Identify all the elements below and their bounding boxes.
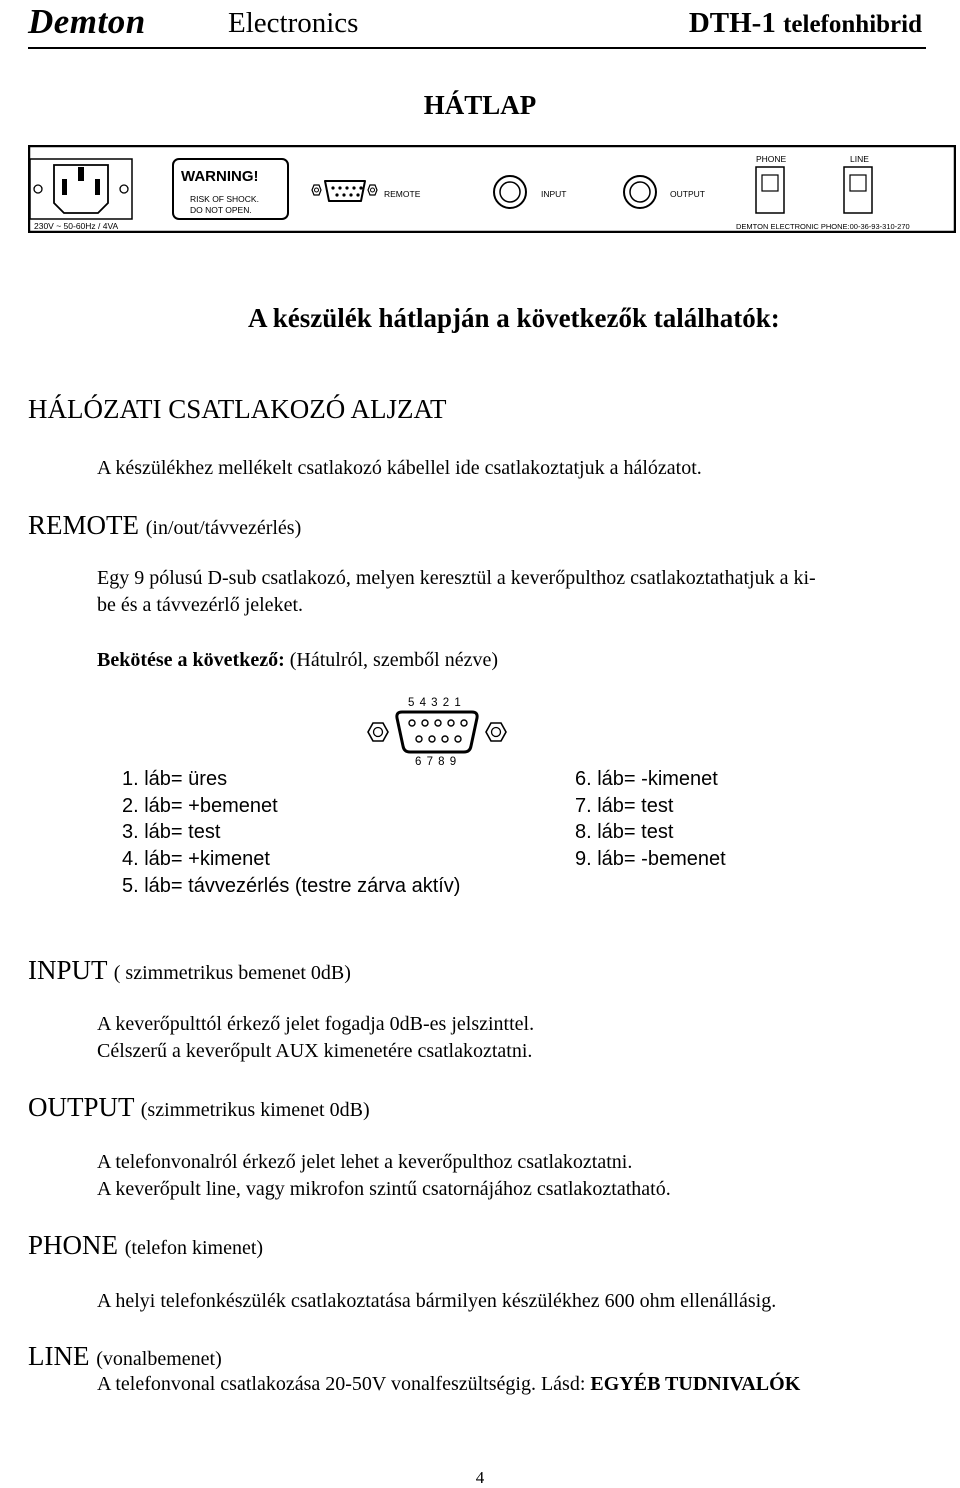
output-label: OUTPUT	[670, 189, 705, 199]
phone-heading	[28, 1230, 263, 1261]
dsub-bottom-pin-numbers: 6 7 8 9	[415, 756, 458, 768]
line-text	[97, 1371, 800, 1398]
output-text-line-1: A telefonvonalról érkező jelet lehet a keverőpulthoz csatlakoztatni.	[97, 1151, 633, 1173]
remote-wiring-heading	[97, 647, 498, 674]
pin-item: 8. láb= test	[575, 821, 674, 844]
input-label: INPUT	[541, 189, 567, 199]
pin-item: 9. láb= -bemenet	[575, 848, 726, 871]
phone-heading-title: PHONE	[28, 1230, 119, 1260]
input-heading-sub: ( szimmetrikus bemenet 0dB)	[113, 962, 351, 984]
rear-panel-drawing	[28, 145, 956, 233]
warning-title: WARNING!	[181, 168, 259, 185]
dsub-top-pin-numbers: 5 4 3 2 1	[408, 697, 462, 709]
brand-logo	[28, 2, 146, 42]
pin-item: 7. láb= test	[575, 794, 674, 817]
remote-wiring-rest: (Hátulról, szemből nézve)	[289, 649, 498, 671]
remote-text-line-2: be és a távvezérlő jeleket.	[97, 594, 303, 616]
document-title-model: DTH-1	[688, 7, 776, 39]
input-text-line-2: Célszerű a keverőpult AUX kimenetére csatlakoztatni.	[97, 1040, 533, 1062]
remote-label: REMOTE	[384, 189, 421, 199]
pin-list-right	[575, 766, 726, 873]
phone-label: PHONE	[756, 154, 787, 164]
power-label: 230V ~ 50-60Hz / 4VA	[34, 221, 119, 231]
document-title-product: telefonhibrid	[783, 11, 922, 38]
line-heading-sub: (vonalbemenet)	[96, 1348, 222, 1370]
page-number: 4	[475, 1468, 485, 1487]
dsub-pinout-svg	[364, 692, 510, 768]
remote-dsub-icon	[312, 181, 377, 201]
dsub-pinout-diagram	[364, 692, 510, 768]
mains-text: A készülékhez mellékelt csatlakozó kábellel ide csatlakoztatjuk a hálózatot.	[97, 457, 702, 479]
section-title: A készülék hátlapján a következők találhatók:	[248, 303, 780, 333]
output-heading-sub: (szimmetrikus kimenet 0dB)	[140, 1099, 370, 1121]
phone-heading-sub: (telefon kimenet)	[124, 1237, 264, 1259]
line-label: LINE	[850, 154, 869, 164]
power-inlet-icon	[30, 159, 132, 219]
mains-heading: HÁLÓZATI CSATLAKOZÓ ALJZAT	[28, 394, 447, 424]
pin-item: 1. láb= üres	[122, 768, 228, 790]
brand-name: Electronics	[228, 7, 359, 39]
dsub-connector-icon	[368, 712, 506, 752]
output-heading	[28, 1092, 370, 1123]
input-heading	[28, 955, 351, 986]
pin-item: 2. láb= +bemenet	[122, 794, 278, 817]
phone-text: A helyi telefonkészülék csatlakoztatása bármilyen készülékhez 600 ohm ellenállásig.	[97, 1290, 777, 1312]
remote-heading-title: REMOTE	[28, 510, 139, 540]
panel-outline	[29, 146, 955, 232]
line-text-link: EGYÉB TUDNIVALÓK	[590, 1373, 801, 1395]
logo-text: Demton	[28, 2, 146, 41]
phone-socket-icon	[756, 167, 784, 213]
pin-item: 6. láb= -kimenet	[575, 768, 718, 790]
pin-item: 3. láb= test	[122, 821, 221, 844]
input-heading-title: INPUT	[28, 955, 108, 985]
input-text-line-1: A keverőpulttól érkező jelet fogadja 0dB-es jelszinttel.	[97, 1013, 535, 1035]
document-title	[689, 7, 922, 40]
warning-line-1: RISK OF SHOCK.	[190, 194, 259, 204]
output-heading-title: OUTPUT	[28, 1092, 135, 1122]
header-rule	[28, 47, 926, 49]
pin-item: 5. láb= távvezérlés (testre zárva aktív)	[122, 874, 461, 897]
line-heading	[28, 1341, 222, 1372]
line-text-regular: A telefonvonal csatlakozása 20-50V vonalfeszültségig. Lásd:	[97, 1373, 586, 1395]
pin-item: 4. láb= +kimenet	[122, 848, 270, 871]
line-heading-title: LINE	[28, 1341, 90, 1371]
input-jack-icon	[494, 176, 526, 208]
rear-panel-svg	[28, 145, 956, 233]
page-heading: HÁTLAP	[423, 90, 537, 120]
pin-list-left	[122, 766, 460, 900]
line-socket-icon	[844, 167, 872, 213]
remote-heading	[28, 510, 301, 541]
remote-text-line-1: Egy 9 pólusú D-sub csatlakozó, melyen keresztül a keverőpulthoz csatlakoztathatjuk a ki-	[97, 567, 816, 589]
output-jack-icon	[624, 176, 656, 208]
remote-heading-sub: (in/out/távvezérlés)	[145, 517, 302, 539]
output-text-line-2: A keverőpult line, vagy mikrofon szintű csatornájához csatlakoztatható.	[97, 1178, 671, 1200]
warning-line-2: DO NOT OPEN.	[190, 205, 252, 215]
remote-wiring-bold: Bekötése a következő:	[97, 649, 285, 671]
panel-footer-label: DEMTON ELECTRONIC PHONE:00-36-93-310-270	[736, 222, 910, 231]
